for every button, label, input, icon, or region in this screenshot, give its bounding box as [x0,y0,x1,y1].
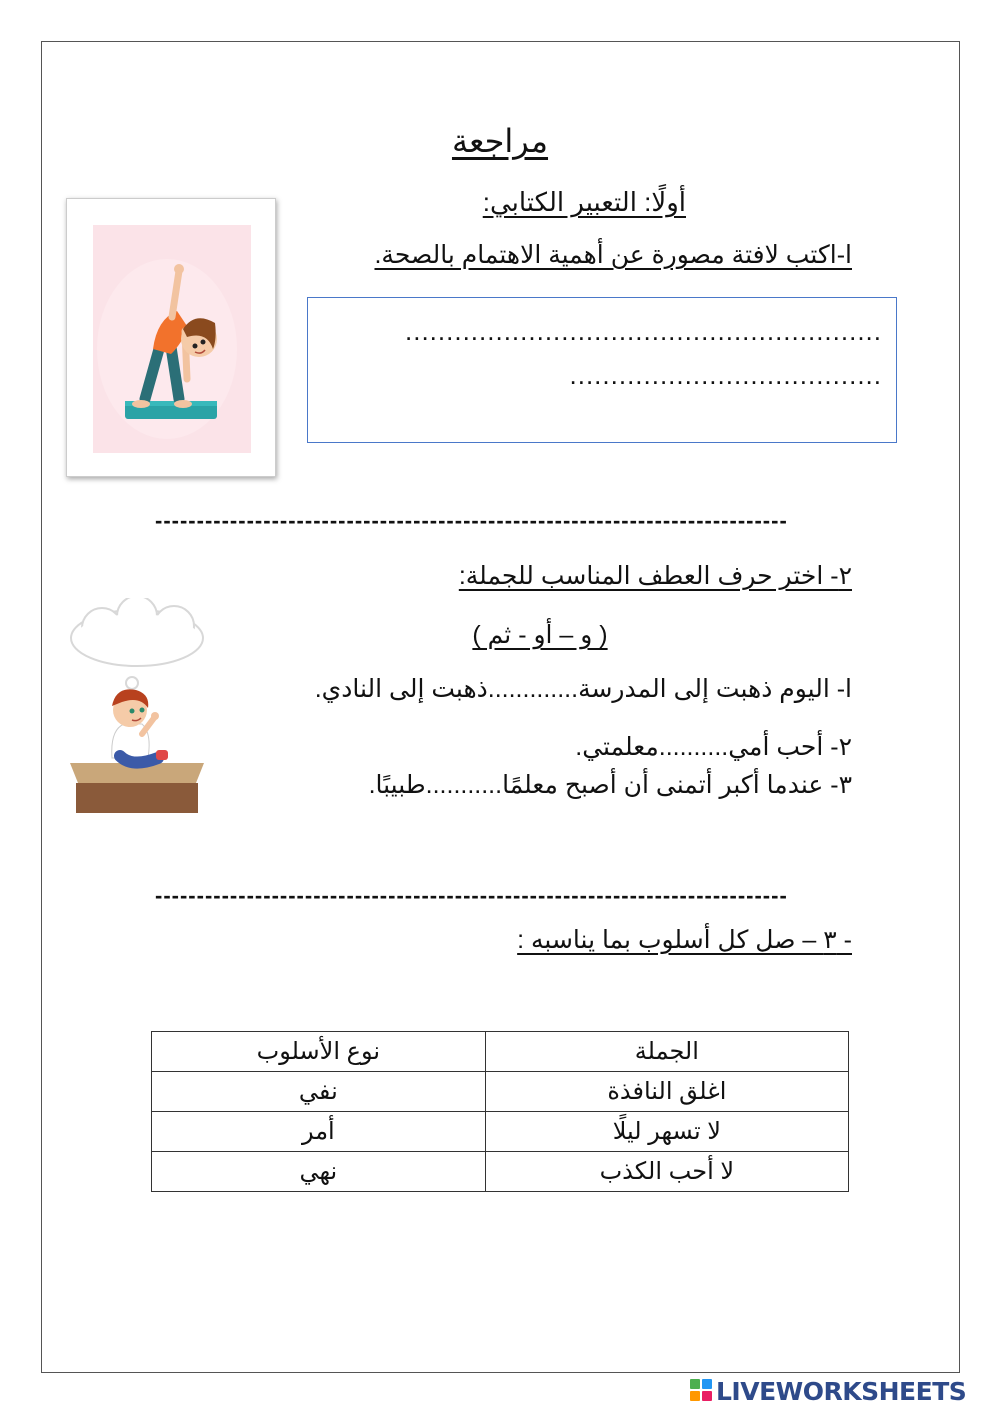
separator-1: ---------------------------------------------------------------------------- [155,508,788,533]
boy-thinking-icon [62,598,212,820]
sentence-1: ا- اليوم ذهبت إلى المدرسة.............ذهبت إلى النادي. [314,675,852,703]
liveworksheets-brand[interactable] [690,1376,990,1406]
table-header-style-type: نوع الأسلوب [152,1032,486,1072]
table-cell-sentence: لا تسهر ليلًا [485,1112,848,1152]
sentence-2: ٢- أحب أمي..........معلمتي. [575,733,852,761]
table-row [152,1112,849,1152]
style-matching-table [151,1031,849,1192]
table-header-sentence: الجملة [485,1032,848,1072]
section3-question: - ٣ – صل كل أسلوب بما يناسبه : [517,926,852,954]
answer-box[interactable] [307,297,897,443]
sentence-3: ٣- عندما أكبر أتمنى أن أصبح معلمًا...........طبيبًا. [368,771,852,799]
section1-question: ا-اكتب لافتة مصورة عن أهمية الاهتمام بالصحة. [374,241,852,269]
answer-line-2: ...................................... [569,360,882,390]
section2-question: ٢- اختر حرف العطف المناسب للجملة: [458,562,852,590]
conjunction-choices: ( و – أو - ثم ) [472,621,608,649]
exercise-image [66,198,276,477]
table-cell-sentence: لا أحب الكذب [485,1152,848,1192]
separator-2: ---------------------------------------------------------------------------- [155,883,788,908]
table-cell-style[interactable]: أمر [152,1112,486,1152]
table-header-row [152,1032,849,1072]
table-cell-sentence: اغلق النافذة [485,1072,848,1112]
table-row [152,1152,849,1192]
table-cell-style[interactable]: نفي [152,1072,486,1112]
section1-heading: أولًا: التعبير الكتابي: [482,187,686,217]
liveworksheets-logo-icon [690,1379,712,1403]
table-cell-style[interactable]: نهي [152,1152,486,1192]
worksheet-title: مراجعة [451,123,549,159]
table-row [152,1072,849,1112]
answer-line-1: .......................................................... [405,316,882,346]
brand-name: LIVEWORKSHEETS [716,1376,967,1406]
thinking-image [62,598,212,820]
child-stretching-icon [67,199,277,478]
